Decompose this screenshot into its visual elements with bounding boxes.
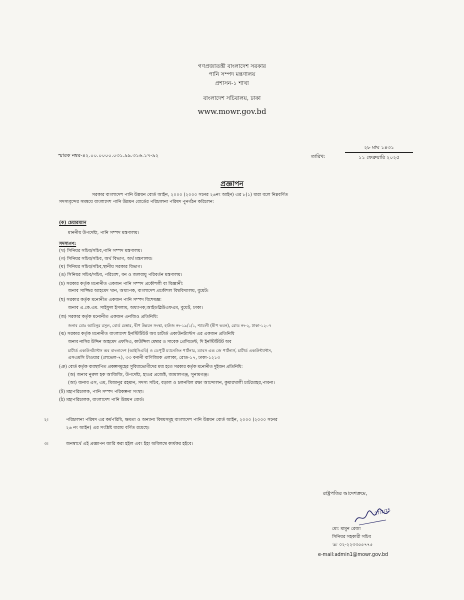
date-label: তারিখ: — [311, 154, 326, 160]
item-jha-member-3: এসএমসি টাওয়ার (লেভেল-৭), ৩৩ বনানী বাণিজ্যিক এলাকা, রোড-১৭, ঢাকা-১২১৩ — [68, 356, 221, 361]
signatory-email[interactable]: e-mail:admin1@mowr.gov.bd — [318, 553, 389, 558]
item-cha: (চ) সরকার কর্তৃক মনোনীত একজন পানি সম্পদ প্রকৌশলী বা বিজ্ঞানী: — [59, 282, 184, 287]
by-order-of-president: রাষ্ট্রপতির আদেশক্রমে, — [323, 491, 368, 497]
item-tha: (ঠ) মহাপরিচালক, বাংলাদেশ পানি উন্নয়ন বোর্ড। — [59, 398, 145, 403]
phone-icon: ☏ — [332, 543, 340, 548]
item-nya: (ঞ) বোর্ড কর্তৃক ব্যবস্থাপিত প্রকল্পসমূহের সুবিধাভোগীদের মধ্য হতে সরকার কর্তৃক মনোনীত দুইজন প্রতিনিধি: — [59, 365, 243, 370]
header-section: প্রশাসন-১ শাখা — [215, 81, 249, 87]
clause-2-line-1: পরিচালনা পরিষদ এর কর্মপরিধি, ক্ষমতা ও অন্যান্য বিষয়সমূহ বাংলাদেশ পানি উন্নয়ন বোর্ড আইন, ২০০০ (২০০০ সনের — [66, 418, 278, 423]
clause-3-number: ৩। — [44, 442, 49, 447]
handwritten-signature — [353, 506, 391, 528]
svg-text:27/2/25: 27/2/25 — [374, 507, 391, 516]
item-gha: (ঘ) সিনিয়র সচিব/সচিব,স্থানীয় সরকার বিভাগ। — [59, 265, 142, 270]
header-govt: গণপ্রজাতন্ত্রী বাংলাদেশ সরকার — [198, 64, 266, 70]
header-address: বাংলাদেশ সচিবালয়, ঢাকা — [203, 96, 261, 102]
item-ta: (ট) মহাপরিচালক, পানি সম্পদ পরিকল্পনা সংস্থা। — [59, 390, 144, 395]
date-gregorian: ১১ ফেব্রুয়ারি ২০২৫ — [358, 155, 400, 161]
members-heading: সদস্যগণ: — [59, 242, 77, 247]
item-ja-member: জনাব মোঃ আমিনুর রসুল, বোর্ড মেম্বার, দ্বীপ উন্নয়ন সংস্থা, হাউজ নং-১৯/১/১, শ্যামলী (দ্বীপ ভবন), রোড নং-২, ঢাকা-১২০৭ — [68, 323, 272, 328]
item-jha-member-1: জনাব নাসির উদ্দিন আহমেদ এফসিএ, কাউন্সিল মেম্বার ও সাবেক প্রেসিডেন্ট, দি ইনস্টিটিউট অব — [68, 340, 232, 345]
item-kha: (খ) সিনিয়র সচিব/সচিব,পানি সম্পদ মন্ত্রণালয়। — [59, 249, 143, 254]
intro-line-2: সদস্যবৃন্দের সমন্বয়ে বাংলাদেশ পানি উন্নয়ন বোর্ডের পরিচালনা পরিষদ পুনর্গঠন করিলেন: — [59, 200, 215, 205]
item-chha-member: জনাব এ.কে.এম. সাইফুল ইসলাম, অধ্যাপক,আইডব্লিউএফএম, বুয়েট, ঢাকা। — [68, 306, 203, 311]
item-ja: (জ) সরকার কর্তৃক মনোনীত একজন এনজিও প্রতিনিধি: — [59, 315, 159, 320]
date-bangla: ২৮ মাঘ ১৪৩১ — [364, 145, 394, 151]
header-ministry: পানি সম্পদ মন্ত্রণালয় — [208, 72, 256, 78]
item-jha-member-2: চার্টার্ড একাউনট্যান্টস অব বাংলাদেশ (আইসিএবি) ও ডেপুটি ম্যানেজিং পার্টনার, ম্যাবস এন্ড জে পার্টনার্স, চার্টার্ড একাউন্ট্যান্টস, — [68, 348, 273, 353]
signatory-phone: ০২-২২৩৩৫৫৭৭৫ — [339, 543, 373, 548]
item-chha: (ছ) সরকার কর্তৃক মনোনীত একজন পানি সম্পদ বিশেষজ্ঞ: — [59, 298, 162, 303]
date-divider — [345, 152, 413, 153]
item-chairman: মাননীয় উপদেষ্টা, পানি সম্পদ মন্ত্রণালয়। — [68, 231, 140, 236]
item-uma: (ঙ) সিনিয়র সচিব/সচিব, পরিবেশ, বন ও জলবায়ু পরিবর্তন মন্ত্রণালয়। — [59, 273, 183, 278]
signatory-name: মো: মামুন রেজা — [332, 527, 361, 532]
item-ga: (গ) সিনিয়র সচিব/সচিব, অর্থ বিভাগ, অর্থ মন্ত্রণালয়। — [59, 257, 153, 262]
intro-line-1: সরকার বাংলাদেশ পানি উন্নয়ন বোর্ড আইন, ২০০০ (২০০০ সনের ২৬নং আইন) এর ৮(১) ধারা বলে নিম্নবর্ণিত — [92, 193, 288, 198]
clause-2-line-2: ২৬ নং আইন) এর সংশ্লিষ্ট ধারায় বর্ণিত রয়েছে। — [66, 426, 150, 431]
notification-title: প্রজ্ঞাপন — [220, 180, 244, 188]
item-jha: (ঝ) সরকার কর্তৃক মনোনীত বাংলাদেশ ইনস্টিটিউট অব চার্টার্ড একাউনট্যান্টস এর একজন প্রতিনিধি — [59, 332, 235, 337]
clause-2-number: ২। — [44, 418, 49, 423]
item-chairman-heading: (ক) চেয়ারম্যান — [59, 221, 87, 226]
item-nya-member-1: (অ) জনাব নুরুল হক আজিজি, উপদেষ্টা, হাওর প্রজেক্ট, জামালগঞ্জ, সুনামগঞ্জ। — [68, 373, 209, 378]
header-website[interactable]: www.mowr.gov.bd — [197, 107, 267, 116]
item-cha-member: জনাব সাজ্জির আহমেদ খান, অধ্যাপক, বাংলাদেশ প্রকৌশল বিশ্ববিদ্যালয়, বুয়েট। — [68, 289, 209, 294]
signatory-designation: সিনিয়র সহকারী সচিব — [332, 535, 371, 540]
clause-3-text: জনস্বার্থে এই প্রজ্ঞাপন জারি করা হইল এবং ইহা অবিলম্বে কার্যকর হইবে। — [66, 442, 194, 447]
item-nya-member-2: (আ) জনাব এস, এম, মিজানুর রহমান, সদস্য সচিব, বড়াল ও চলনবিল রক্ষা আন্দোলন, কুমারখালী চাটমোহর,পাবনা। — [68, 381, 275, 386]
memo-number: স্মারক নম্বর-৪২.০০.০০০০.০৩১.৯৯.৩১৬.১৭-৯২ — [58, 153, 159, 159]
signatory-phone-row — [332, 543, 373, 549]
